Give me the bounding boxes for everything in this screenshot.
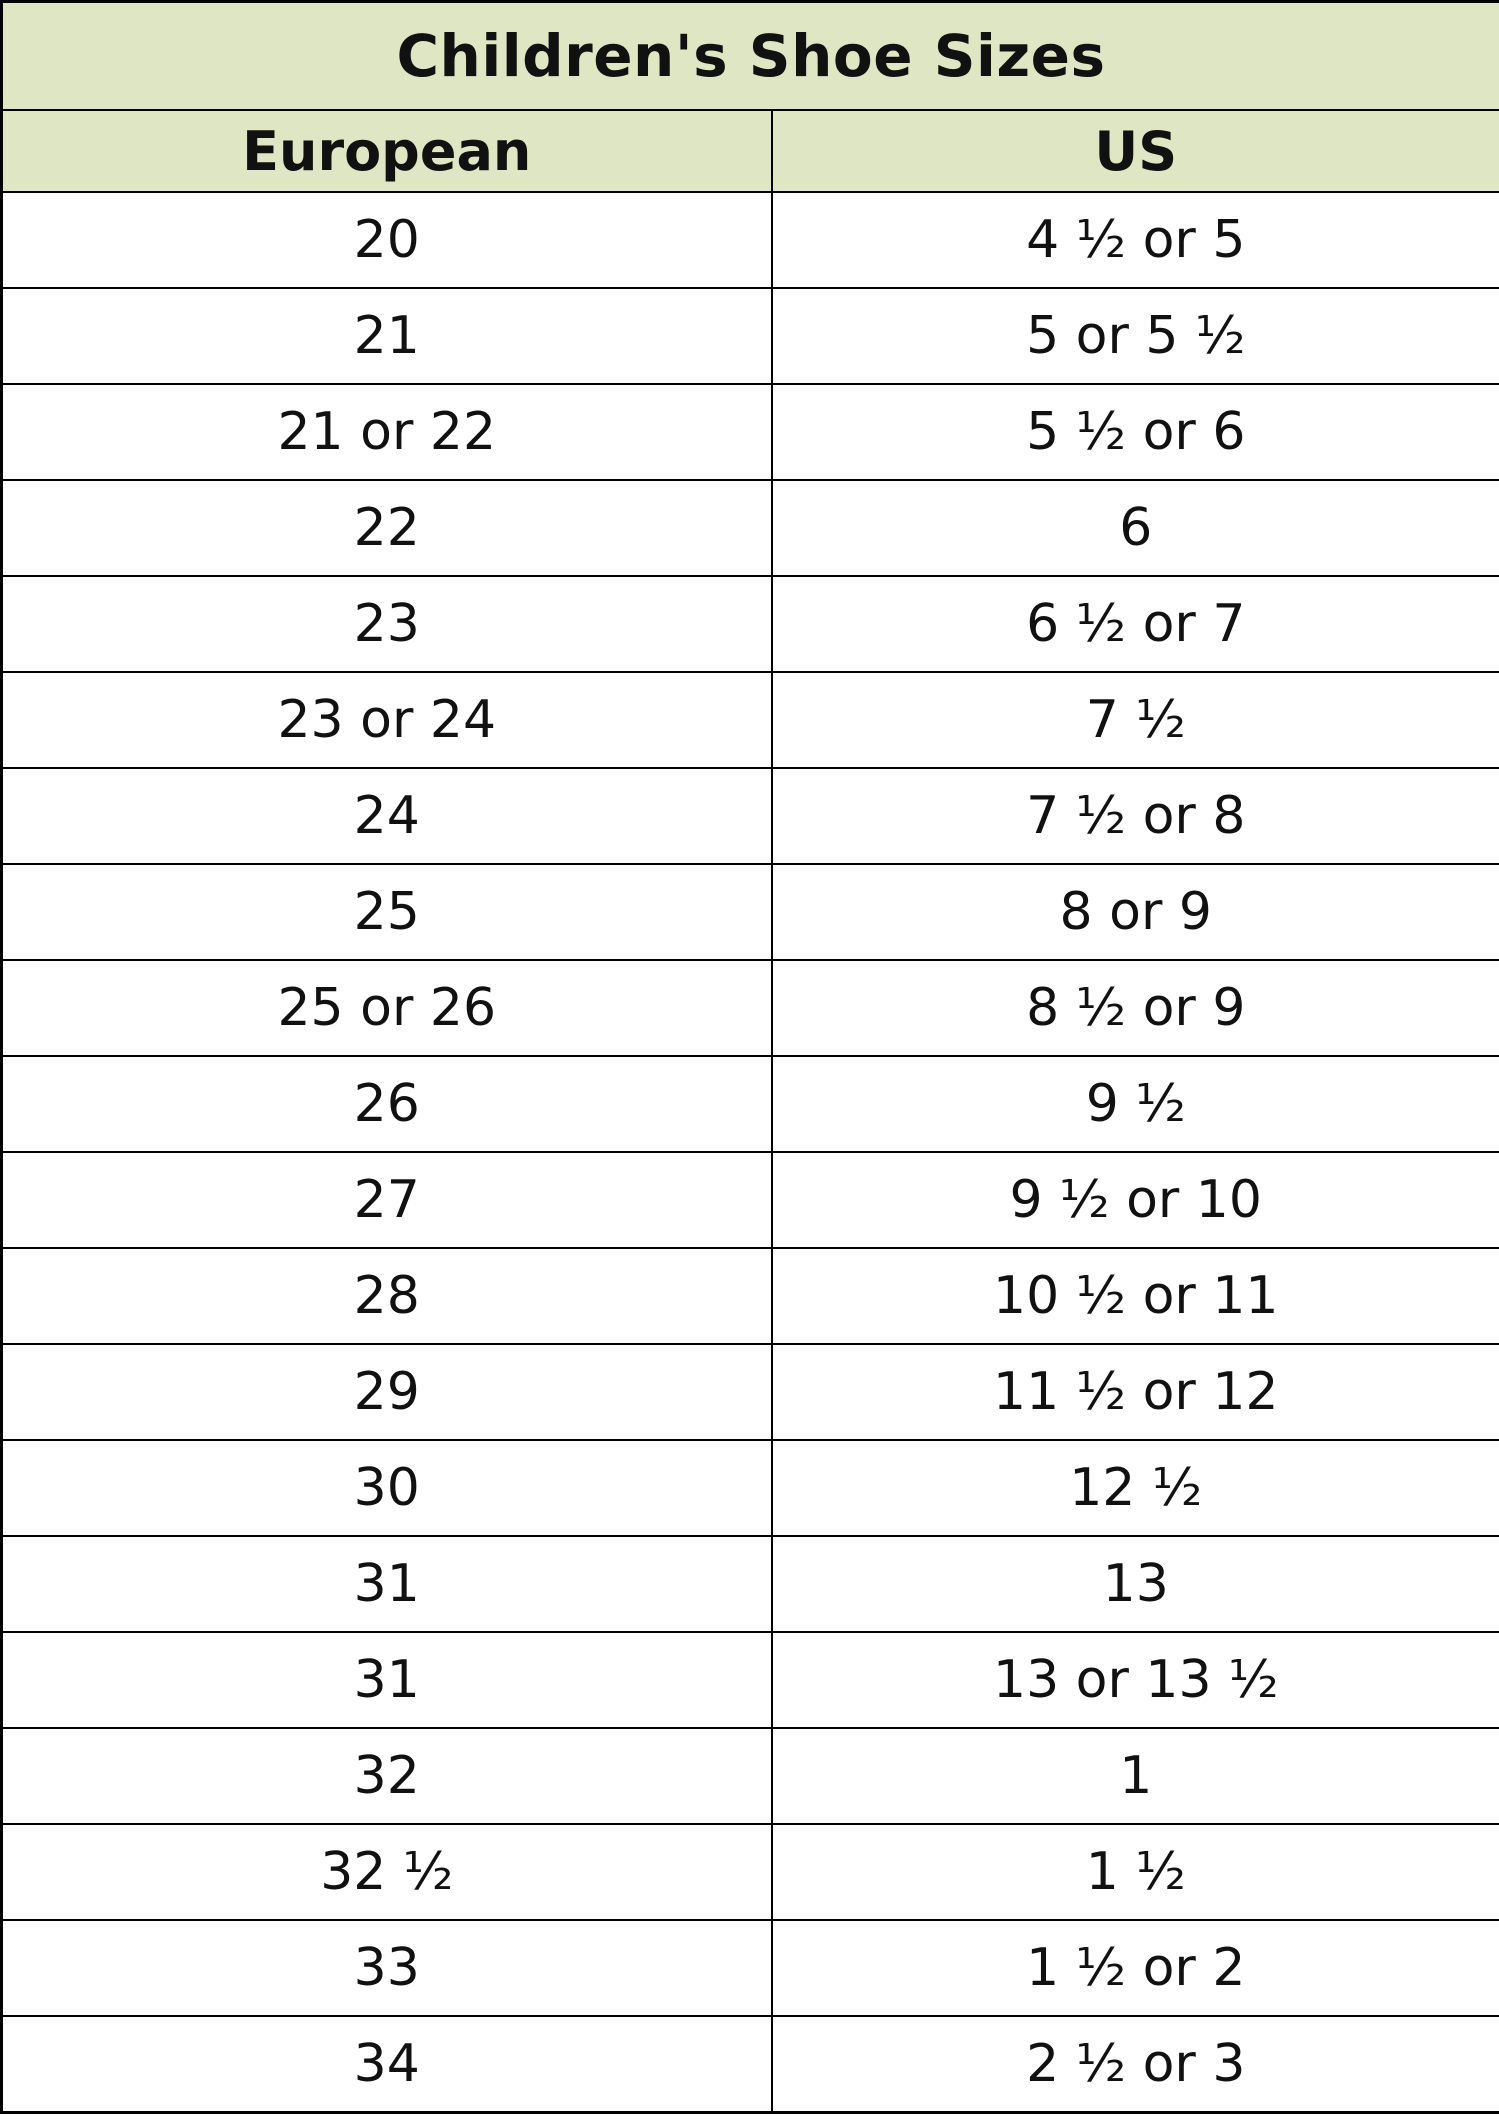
- cell-european: 31: [2, 1632, 772, 1728]
- cell-us: 8 or 9: [772, 864, 1499, 960]
- table-row: [2, 1248, 1499, 1344]
- cell-european: 24: [2, 768, 772, 864]
- table-row: [2, 480, 1499, 576]
- cell-european: 28: [2, 1248, 772, 1344]
- cell-us: 8 ½ or 9: [772, 960, 1499, 1056]
- cell-european: 27: [2, 1152, 772, 1248]
- table-row: [2, 1824, 1499, 1920]
- cell-us: 5 ½ or 6: [772, 384, 1499, 480]
- cell-european: 26: [2, 1056, 772, 1152]
- cell-us: 4 ½ or 5: [772, 192, 1499, 288]
- cell-european: 23: [2, 576, 772, 672]
- cell-us: 11 ½ or 12: [772, 1344, 1499, 1440]
- cell-us: 1 ½: [772, 1824, 1499, 1920]
- table-row: [2, 864, 1499, 960]
- cell-us: 2 ½ or 3: [772, 2016, 1499, 2113]
- table-row: [2, 1440, 1499, 1536]
- cell-european: 21 or 22: [2, 384, 772, 480]
- cell-us: 12 ½: [772, 1440, 1499, 1536]
- cell-european: 22: [2, 480, 772, 576]
- table-row: [2, 576, 1499, 672]
- cell-european: 31: [2, 1536, 772, 1632]
- table-row: [2, 288, 1499, 384]
- cell-us: 9 ½ or 10: [772, 1152, 1499, 1248]
- table-row: [2, 1344, 1499, 1440]
- cell-european: 21: [2, 288, 772, 384]
- table-row: [2, 1920, 1499, 2016]
- table-row: [2, 1152, 1499, 1248]
- title-row: [2, 2, 1499, 111]
- table-row: [2, 2016, 1499, 2113]
- cell-us: 6 ½ or 7: [772, 576, 1499, 672]
- table-row: [2, 1536, 1499, 1632]
- cell-us: 10 ½ or 11: [772, 1248, 1499, 1344]
- table-row: [2, 1632, 1499, 1728]
- column-header-european: European: [2, 110, 772, 192]
- cell-european: 32 ½: [2, 1824, 772, 1920]
- cell-us: 7 ½ or 8: [772, 768, 1499, 864]
- cell-european: 30: [2, 1440, 772, 1536]
- table-row: [2, 1728, 1499, 1824]
- cell-european: 29: [2, 1344, 772, 1440]
- table-row: [2, 1056, 1499, 1152]
- table-row: [2, 192, 1499, 288]
- cell-us: 13 or 13 ½: [772, 1632, 1499, 1728]
- cell-us: 7 ½: [772, 672, 1499, 768]
- cell-european: 34: [2, 2016, 772, 2113]
- cell-european: 33: [2, 1920, 772, 2016]
- cell-us: 6: [772, 480, 1499, 576]
- cell-us: 1 ½ or 2: [772, 1920, 1499, 2016]
- cell-european: 25: [2, 864, 772, 960]
- cell-european: 32: [2, 1728, 772, 1824]
- table-row: [2, 384, 1499, 480]
- chart-title: Children's Shoe Sizes: [2, 2, 1499, 111]
- cell-us: 9 ½: [772, 1056, 1499, 1152]
- table-row: [2, 672, 1499, 768]
- cell-european: 25 or 26: [2, 960, 772, 1056]
- cell-european: 20: [2, 192, 772, 288]
- cell-us: 5 or 5 ½: [772, 288, 1499, 384]
- size-chart-body: [2, 2, 1499, 2113]
- table-row: [2, 960, 1499, 1056]
- cell-us: 13: [772, 1536, 1499, 1632]
- cell-european: 23 or 24: [2, 672, 772, 768]
- table-row: [2, 768, 1499, 864]
- header-row: [2, 110, 1499, 192]
- cell-us: 1: [772, 1728, 1499, 1824]
- column-header-us: US: [772, 110, 1499, 192]
